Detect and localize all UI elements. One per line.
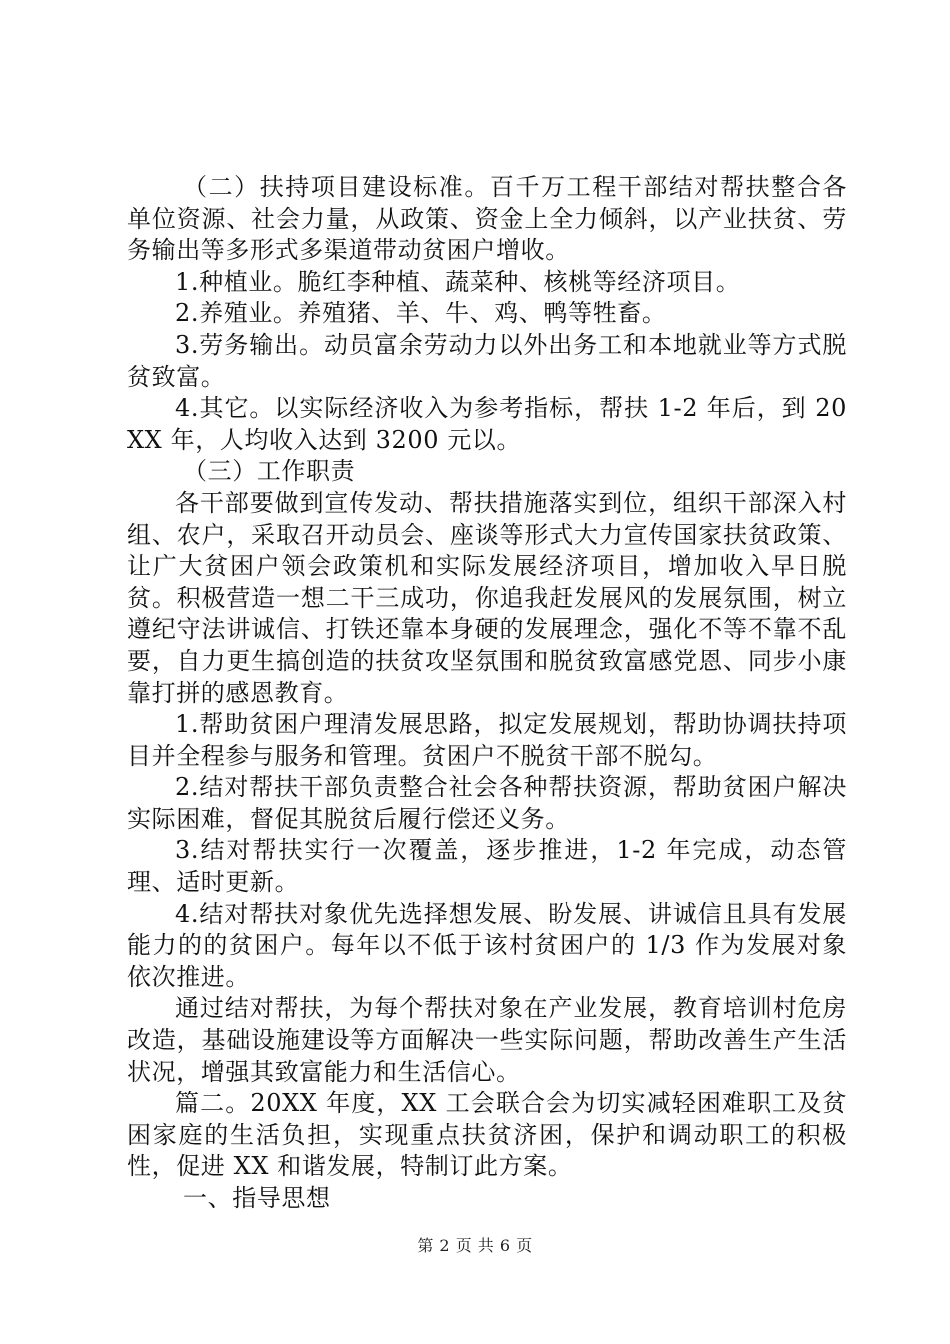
- section-heading-duties: （三）工作职责: [183, 457, 356, 486]
- paragraph-summary: 通过结对帮扶，为每个帮扶对象在产业发展，教育培训村危房改造，基础设施建设等方面解决一些实际问题，帮助改善生产生活状况，增强其致富能力和生活信心。: [127, 994, 847, 1086]
- list-item-planting: 1.种植业。脆红李种植、蔬菜种、核桃等经济项目。: [175, 267, 741, 296]
- list-item-breeding: 2.养殖业。养殖猪、羊、牛、鸡、鸭等牲畜。: [175, 299, 667, 328]
- list-item-other: 4.其它。以实际经济收入为参考指标，帮扶 1-2 年后，到 20XX 年，人均收入达到 3200 元以。: [127, 394, 847, 454]
- paragraph-duties-intro: 各干部要做到宣传发动、帮扶措施落实到位，组织干部深入村组、农户，采取召开动员会、座谈等形式大力宣传国家扶贫政策、让广大贫困户领会政策机和实际发展经济项目，增加收入早日脱贫。积极营造一想二干三成功，你追我赶发展风的发展氛围，树立遵纪守法讲诚信、打铁还靠本身硬的发展理念，强化不等不靠不乱要，自力更生搞创造的扶贫攻坚氛围和脱贫致富感党恩、同步小康靠打拼的感恩教育。: [127, 488, 847, 707]
- section-heading-support-standards: （二）扶持项目建设标准。百千万工程干部结对帮扶整合各单位资源、社会力量，从政策、资金上全力倾斜，以产业扶贫、劳务输出等多形式多渠道带动贫困户增收。: [127, 173, 847, 265]
- section-heading-guiding-ideology: 一、指导思想: [183, 1184, 331, 1212]
- page-number-footer: 第 2 页 共 6 页: [417, 1236, 533, 1255]
- list-item-duty-4: 4.结对帮扶对象优先选择想发展、盼发展、讲诚信且具有发展能力的的贫困户。每年以不低于该村贫困户的 1/3 作为发展对象依次推进。: [127, 899, 847, 991]
- list-item-duty-1: 1.帮助贫困户理清发展思路，拟定发展规划，帮助协调扶持项目并全程参与服务和管理。贫困户不脱贫干部不脱勾。: [127, 710, 847, 770]
- list-item-labor-export: 3.劳务输出。动员富余劳动力以外出务工和本地就业等方式脱贫致富。: [127, 330, 847, 391]
- document-body: [127, 172, 847, 1215]
- list-item-duty-2: 2.结对帮扶干部负责整合社会各种帮扶资源，帮助贫困户解决实际困难，督促其脱贫后履行偿还义务。: [127, 773, 847, 833]
- paragraph-part-two-intro: 篇二。20XX 年度，XX 工会联合会为切实减轻困难职工及贫困家庭的生活负担，实现重点扶贫济困，保护和调动职工的积极性，促进 XX 和谐发展，特制订此方案。: [127, 1089, 847, 1181]
- list-item-duty-3: 3.结对帮扶实行一次覆盖，逐步推进，1-2 年完成，动态管理、适时更新。: [127, 836, 847, 897]
